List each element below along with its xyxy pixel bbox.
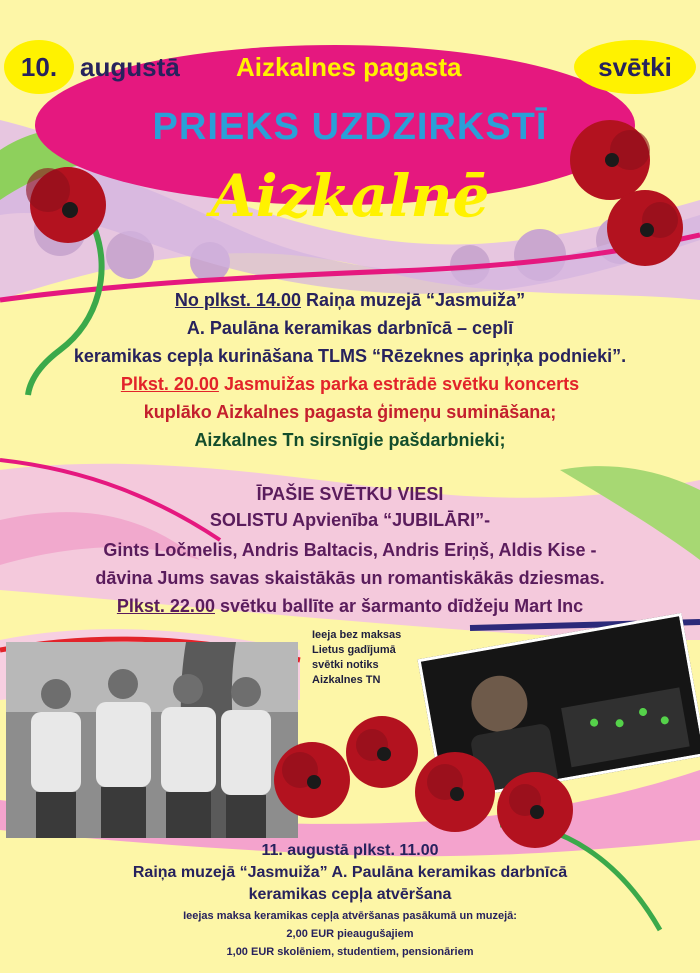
place-jasmuiza: Raiņa muzejā “Jasmuiža” xyxy=(305,290,526,310)
notice-line-3: svētki notiks xyxy=(312,659,379,671)
poppy-flower-bottom-2 xyxy=(346,716,418,788)
banner-headline: PRIEKS UZDZIRKSTĪ xyxy=(152,106,548,148)
footer-price-adult: 2,00 EUR pieaugušajiem xyxy=(286,928,414,940)
notice-line-2: Lietus gadījumā xyxy=(312,644,396,656)
notice-line-4: Aizkalnes TN xyxy=(312,674,381,686)
time-20: Plkst. 20.00 xyxy=(120,374,219,394)
guests-ensemble: SOLISTU Apvienība “JUBILĀRI”- xyxy=(209,510,491,530)
footer-fee: Ieejas maksa keramikas cepļa atvēršanas pasākumā un muzejā: xyxy=(183,910,517,922)
concert-text: Jasmuižas parka estrādē svētku koncerts xyxy=(223,374,580,394)
poppy-flower-bottom-3 xyxy=(415,752,495,832)
notice-line-1: Ieeja bez maksas xyxy=(312,629,402,641)
guests-names: Gints Ločmelis, Andris Baltacis, Andris Eriņš, Aldis Kise - xyxy=(103,540,597,560)
ball-text: svētku ballīte ar šarmanto dīdžeju Mart Inc xyxy=(219,596,584,616)
guests-gift: dāvina Jums savas skaistākās un romantiskākās dziesmas. xyxy=(95,568,605,588)
banner-subtitle: Aizkalnē xyxy=(210,162,490,230)
footer-line-3: keramikas cepļa atvēršana xyxy=(248,886,452,903)
guests-heading: ĪPAŠIE SVĒTKU VIESI xyxy=(256,484,444,504)
date-month: augustā xyxy=(80,52,180,82)
svetki-label: svētki xyxy=(598,52,672,82)
event-title: Aizkalnes pagasta xyxy=(236,52,462,82)
poppy-flower-bottom-1 xyxy=(274,742,350,818)
date-number: 10. xyxy=(20,52,58,82)
footer-line-2: Raiņa muzejā “Jasmuiža” A. Paulāna keramikas darbnīcā xyxy=(132,864,568,881)
program-line-6: Aizkalnes Tn sirsnīgie pašdarbnieki; xyxy=(194,430,506,450)
time-22: Plkst. 22.00 xyxy=(116,596,215,616)
program-line-2: A. Paulāna keramikas darbnīcā – ceplī xyxy=(186,318,514,338)
time-14: No plkst. 14.00 xyxy=(174,290,301,310)
footer-price-student: 1,00 EUR skolēniem, studentiem, pensionāriem xyxy=(226,946,474,958)
footer-date: 11. augustā plkst. 11.00 xyxy=(261,842,439,859)
poppy-flower-bottom-4 xyxy=(497,772,573,848)
program-line-3: keramikas cepļa kurināšana TLMS “Rēzeknes apriņķa podnieki”. xyxy=(73,346,627,366)
program-line-5: kuplāko Aizkalnes pagasta ģimeņu sumināšana; xyxy=(143,402,557,422)
